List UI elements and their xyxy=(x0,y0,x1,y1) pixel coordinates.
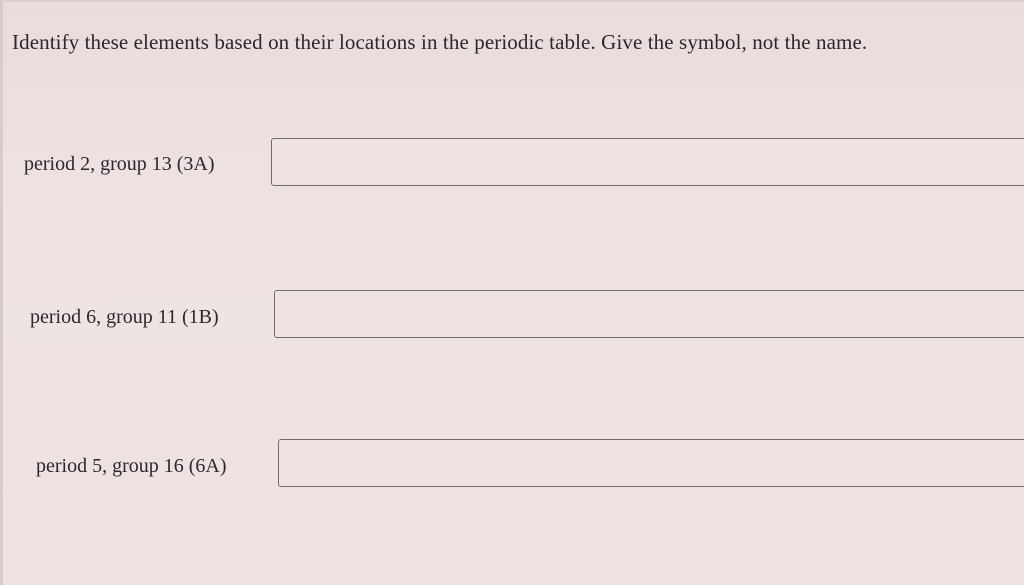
answer-input-period-6-group-11[interactable] xyxy=(274,290,1024,338)
screen-top-edge xyxy=(0,0,1024,2)
answer-label-period-6-group-11: period 6, group 11 (1B) xyxy=(30,306,219,328)
answer-label-period-2-group-13: period 2, group 13 (3A) xyxy=(24,153,215,175)
answer-label-period-5-group-16: period 5, group 16 (6A) xyxy=(36,455,227,477)
screen-left-edge xyxy=(0,0,3,585)
answer-input-period-5-group-16[interactable] xyxy=(278,439,1024,487)
answer-input-period-2-group-13[interactable] xyxy=(271,138,1024,186)
question-instructions: Identify these elements based on their locations in the periodic table. Give the symbol, not the name. xyxy=(12,30,868,54)
